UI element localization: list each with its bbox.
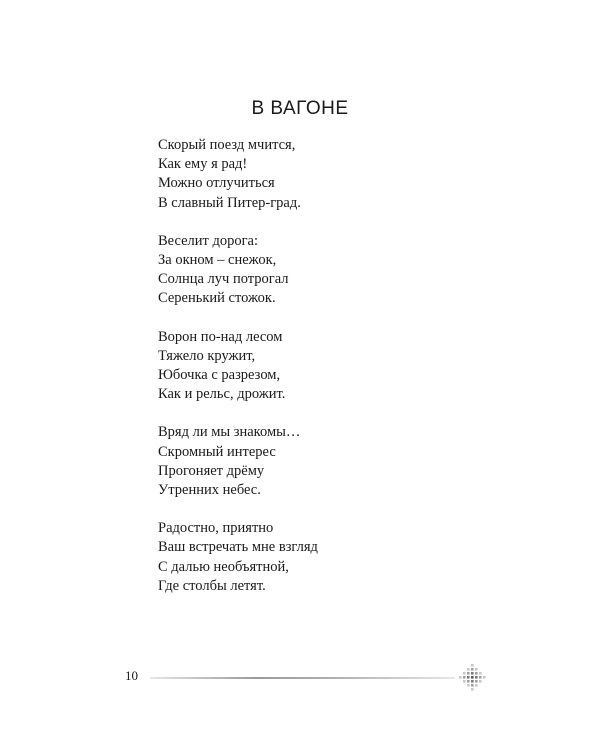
ornament-dot xyxy=(467,676,470,679)
poem-line: Скромный интерес xyxy=(158,443,276,460)
ornament-dot xyxy=(471,672,474,675)
poem-line: Скорый поезд мчится, xyxy=(158,137,296,153)
ornament-dot xyxy=(475,672,478,675)
stanza-5 xyxy=(158,519,478,596)
poem-line: Ваш встречать мне взгляд xyxy=(158,539,318,556)
ornament-dot xyxy=(475,676,478,679)
poem-line: Юбочка с разрезом, xyxy=(158,367,281,384)
ornament-dot xyxy=(471,676,474,679)
poem-line: Веселит дорога: xyxy=(158,232,259,249)
stanza-4 xyxy=(158,423,478,500)
poem-line: С далью необъятной, xyxy=(158,558,289,575)
poem-line: Ворон по-над лесом xyxy=(158,328,283,345)
stanza-3 xyxy=(158,328,478,405)
poem-line: Солнца луч потрогал xyxy=(158,271,289,288)
poem-line: Вряд ли мы знакомы… xyxy=(158,424,301,441)
poem-line: Как и рельс, дрожит. xyxy=(158,386,286,403)
poem-line: В славный Питер-град. xyxy=(158,194,301,211)
ornament-dot xyxy=(479,680,482,683)
poem-line: Где столбы летят. xyxy=(158,577,266,594)
poem-title: В ВАГОНЕ xyxy=(251,98,349,119)
ornament-dot xyxy=(467,668,470,671)
ornament-dot xyxy=(471,680,474,683)
poem-line: За окном – снежок, xyxy=(158,252,277,269)
ornament-dot xyxy=(459,676,462,679)
ornament-dot xyxy=(463,676,466,679)
ornament-dot xyxy=(483,676,486,679)
ornament-dot xyxy=(467,684,470,687)
poem-line: Можно отлучиться xyxy=(158,175,275,192)
ornament-dot xyxy=(479,676,482,679)
poem-line: Радостно, приятно xyxy=(158,520,274,537)
ornament-dot xyxy=(479,672,482,675)
ornament-dot xyxy=(467,680,470,683)
poem-line: Тяжело кружит, xyxy=(158,347,256,364)
ornament-dot xyxy=(471,664,474,667)
footer-rule xyxy=(150,677,455,679)
ornament-dot xyxy=(471,688,474,691)
ornament-dot xyxy=(467,672,470,675)
ornament-dot xyxy=(475,684,478,687)
page-number: 10 xyxy=(125,668,138,683)
poem-line: Утренних небес. xyxy=(158,482,261,499)
ornament-dot xyxy=(463,680,466,683)
poem-line: Прогоняет дрёму xyxy=(158,462,265,479)
stanza-2 xyxy=(158,232,478,309)
ornament-dot xyxy=(471,684,474,687)
stanza-1 xyxy=(158,136,478,213)
poem-line: Как ему я рад! xyxy=(158,156,248,173)
dotted-grid-ornament-icon xyxy=(458,664,488,692)
ornament-dot xyxy=(463,672,466,675)
ornament-dot xyxy=(471,668,474,671)
poem-line: Серенький стожок. xyxy=(158,290,276,307)
ornament-dot xyxy=(475,668,478,671)
ornament-dot xyxy=(475,680,478,683)
page-footer xyxy=(0,662,600,692)
poem-body xyxy=(158,136,478,615)
